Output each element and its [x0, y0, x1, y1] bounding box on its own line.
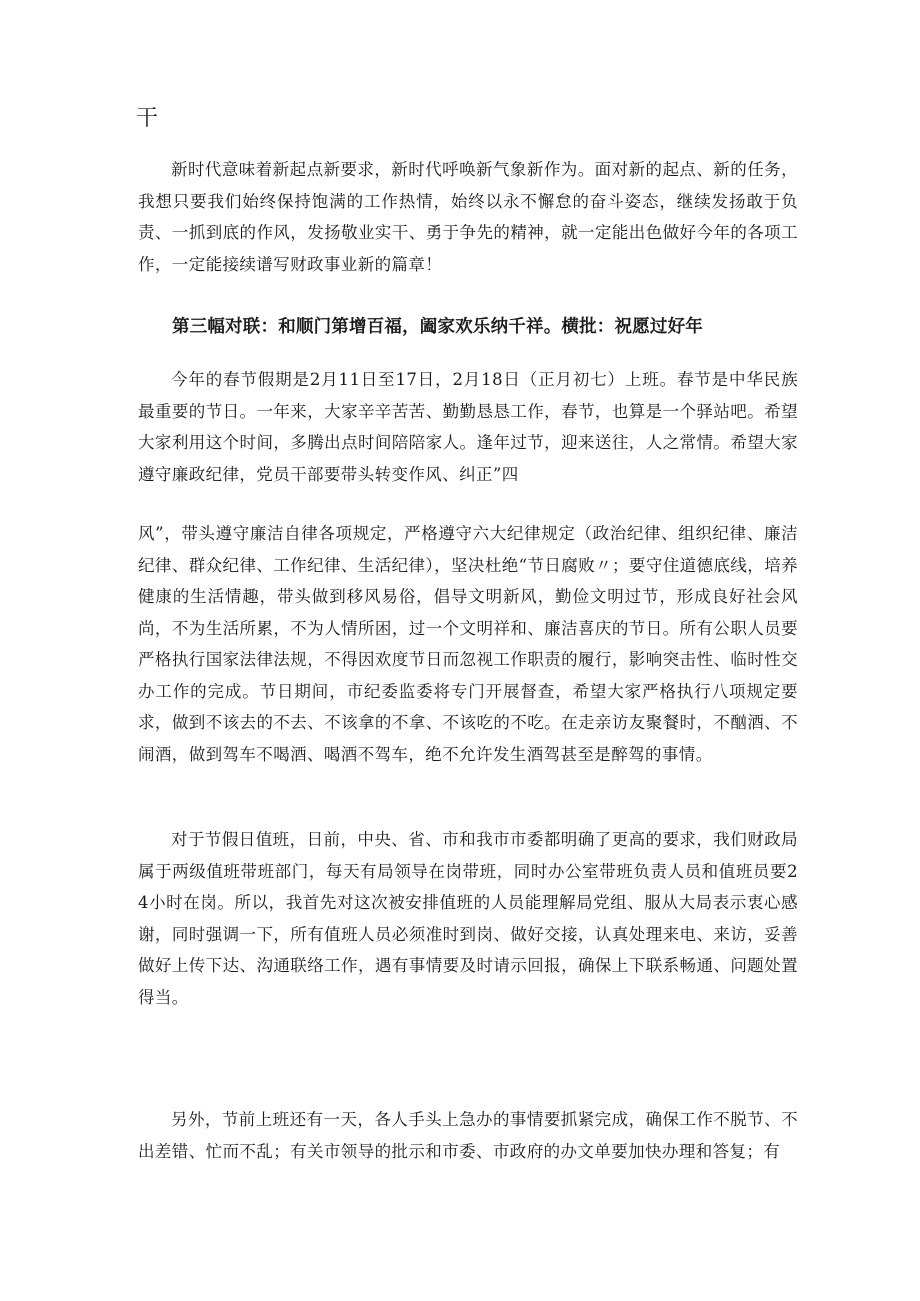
continuation-character: 干	[136, 106, 159, 131]
paragraph-duty-roster: 对于节假日值班，日前，中央、省、市和我市市委都明确了更高的要求，我们财政局属于两级值班带班部门，每天有局领导在岗带班，同时办公室带班负责人员和值班员要24小时在岗。所以，我首先对这次被安排值班的人员能理解局党组、服从大局表示衷心感谢，同时强调一下，所有值班人员必须准时到岗、做好交接，认真处理来电、来访，妥善做好上传下达、沟通联络工作，遇有事情要及时请示回报，确保上下联系畅通、问题处置得当。	[138, 830, 798, 1007]
paragraph-new-era: 新时代意味着新起点新要求，新时代呼唤新气象新作为。面对新的起点、新的任务，我想只要我们始终保持饱满的工作热情，始终以永不懈怠的奋斗姿态，继续发扬敢于负责、一抓到底的作风，发扬敬业实干、勇于争先的精神，就一定能出色做好今年的各项工作，一定能接续谱写财政事业新的篇章！	[138, 160, 798, 274]
paragraph-discipline: 风”，带头遵守廉洁自律各项规定，严格遵守六大纪律规定（政治纪律、组织纪律、廉洁纪律、群众纪律、工作纪律、生活纪律），坚决杜绝“节日腐败〃；要守住道德底线，培养健康的生活情趣，带头做到移风易俗，倡导文明新风，勤俭文明过节，形成良好社会风尚，不为生活所累，不为人情所困，过一个文明祥和、廉洁喜庆的节日。所有公职人员要严格执行国家法律法规，不得因欢度节日而忽视工作职责的履行，影响突击性、临时性交办工作的完成。节日期间，市纪委监委将专门开展督查，希望大家严格执行八项规定要求，做到不该去的不去、不该拿的不拿、不该吃的不吃。在走亲访友聚餐时，不酗酒、不闹酒，做到驾车不喝酒、喝酒不驾车，绝不允许发生酒驾甚至是醉驾的事情。	[138, 524, 798, 764]
paragraph-pre-holiday-work: 另外，节前上班还有一天，各人手头上急办的事情要抓紧完成，确保工作不脱节、不出差错、忙而不乱；有关市领导的批示和市委、市政府的办文单要加快办理和答复；有	[138, 1110, 798, 1161]
paragraph-holiday-schedule: 今年的春节假期是2月11日至17日，2月18日（正月初七）上班。春节是中华民族最重要的节日。一年来，大家辛辛苦苦、勤勤恳恳工作，春节，也算是一个驿站吧。希望大家利用这个时间，多腾出点时间陪陪家人。逢年过节，迎来送往，人之常情。希望大家遵守廉政纪律，党员干部要带头转变作风、纠正”四	[138, 370, 798, 484]
couplet-heading: 第三幅对联：和顺门第增百福，阖家欢乐纳千祥。横批：祝愿过好年	[172, 317, 703, 337]
